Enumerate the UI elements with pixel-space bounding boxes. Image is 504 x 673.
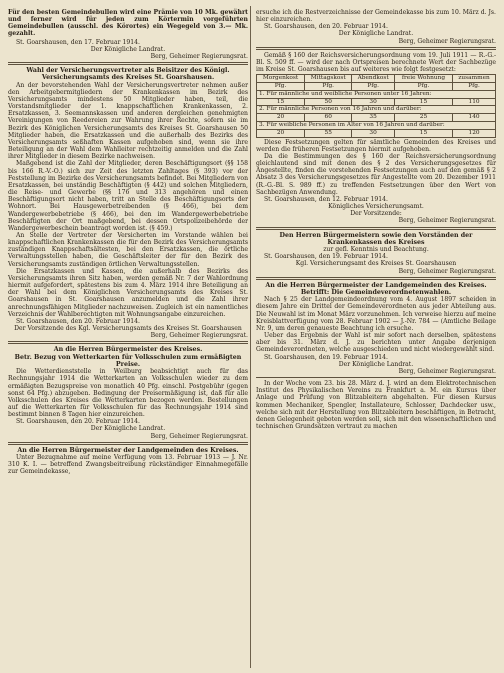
dateline: St. Goarshausen, den 20. Februar 1914. — [16, 418, 140, 426]
table-cell: 20 — [257, 129, 305, 137]
table-header-cell: freie Wohnung — [394, 75, 452, 83]
table-row — [257, 98, 496, 106]
paragraph: Maßgebend ist die Zahl der Mitglieder, deren Beschäftigungsort (§§ 158 bis 166 R.-V.-O.) sich zur Zeit des letzten Zahltages (§ 393) vor der Feststellung im Bezirke des Versicherungsamts befindet. Bei Mitgliedern von Ersatzkassen, bei unständig Beschäftigten (§ 442) und solchen Mitgliedern, die Reise- und Gewerbe (§§ 176 und 313 angehören und einen Beschäftigungsort nicht haben, tritt an Stelle des Beschäftigungsorts der Wohnort. Bei Hausgewerbetreibenden (§ 466), bei dem Wandergewerbebetriebe (§ 466), bei den im Wandergewerbebetriebe Beschäftigten der Ort maßgebend, bei dessen Ortspolizeibehörde der Wandergewerbeschein beantragt worden ist. (§ 459.) — [8, 160, 248, 232]
dateline: St. Goarshausen, den 19. Februar 1914. — [264, 353, 388, 361]
table-cell: 55 — [305, 129, 352, 137]
table-cell: 20 — [257, 114, 305, 122]
paragraph: Diese Festsetzungen gelten für sämtliche Gemeinden des Kreises und werden die früheren Festsetzungen hiermit aufgehoben. — [256, 138, 496, 153]
office: Der Königliche Landrat. — [338, 360, 414, 368]
section-divider — [256, 47, 496, 50]
office: Der Vorsitzende des Kgl. Versicherungsamts des Kreises St. Goarshausen — [14, 325, 242, 332]
table-cell: 30 — [352, 129, 394, 137]
table-row — [257, 129, 496, 137]
section-divider — [256, 277, 496, 280]
dateline: St. Goarshausen, den 20. Februar 1914. — [264, 23, 388, 31]
table-unit-cell: Pfg. — [352, 83, 394, 91]
table-cell: 30 — [352, 98, 394, 106]
section-subheading: Betr. Bezug von Wetterkarten für Volksschulen zum ermäßigten Preise. — [14, 353, 242, 368]
paragraph: Gemäß § 160 der Reichsversicherungsordnung vom 19. Juli 1911 — R.-G.-Bl. S. 509 ff. — wird der nach Ortspreisen berechnete Wert der Sachbezüge im Kreise St. Goarshausen bis auf weiteres wie folgt festgesetzt: — [256, 51, 496, 74]
table-header-cell: Mittagskost — [305, 75, 352, 83]
section-divider — [8, 62, 248, 65]
table-header-row — [257, 75, 496, 83]
table-cell: 15 — [257, 98, 305, 106]
office: Königliches Versicherungsamt. — [328, 203, 424, 211]
signature: Berg, Geheimer Regierungsrat. — [150, 52, 248, 60]
office: Der Königliche Landrat. — [338, 30, 414, 38]
table-group-label: 1. Für männliche und weibliche Personen unter 16 Jahren: — [257, 90, 496, 98]
table-header-cell: Morgenkost — [257, 75, 305, 83]
table-group-label: 3. Für weibliche Personen im Alter von 16 Jahren und darüber: — [257, 122, 496, 130]
signature: Berg, Geheimer Regierungsrat. — [150, 332, 248, 340]
column-divider — [250, 6, 251, 668]
section-divider — [8, 442, 248, 445]
bull-premium-notice: Für den besten Gemeindebullen wird eine Prämie von 10 Mk. gewährt und ferner wird für jeden zum Körtermin vorgeführten Gemeindebullen (ausschl. des Körortes) ein Wegegeld von 3.— Mk. gezahlt. — [8, 9, 248, 38]
section-divider — [256, 227, 496, 230]
table-cell: 15 — [394, 129, 452, 137]
office: Der Königliche Landrat. — [90, 45, 166, 53]
table-cell: 120 — [453, 129, 496, 137]
section-heading-weather-maps: An die Herren Bürgermeister des Kreises. — [53, 346, 203, 354]
table-header-cell: zusammen — [453, 75, 496, 83]
table-unit-cell: Pfg. — [394, 83, 452, 91]
table-cell: 25 — [394, 114, 452, 122]
signature: Berg, Geheimer Regierungsrat. — [398, 367, 496, 375]
paragraph: Die Ersatzkassen und Kassen, die außerhalb des Bezirks des Versicherungsamts ihren Sitz haben, werden gemäß Nr. 7 der Wahlordnung hiermit aufgefordert, spätestens bis zum 4. März 1914 ihre Beteiligung an der Wahl bei dem Königlichen Versicherungsamts des Kreises St. Goarshausen in St. Goarshausen anzumelden und die Zahl ihrer anrechnungsfähigen Mitglieder nachzuweisen. Zugleich ist ein namentliches Verzeichnis der Wahlberechtigten mit Wohnungsangabe einzureichen. — [8, 267, 248, 318]
paragraph: ersuche ich die Restverzeichnisse der Gemeindekasse bis zum 10. März d. Js. hier einzureichen. — [256, 9, 496, 24]
paragraph: Da die Bestimmungen des § 160 der Reichsversicherungsordnung gleichlautend sind mit denen des § 2 des Versicherungsgesetzes für Angestellte, finden die vorstehenden Festsetzungen auch auf den gemäß § 2 Absatz 3 des Versicherungsgesetzes für Angestellte vom 20. Dezember 1911 (R.-G.-Bl. S. 989 ff.) zu treffenden Festsetzungen über den Wert von Sachbezügen Anwendung. — [256, 152, 496, 196]
dateline: St. Goarshausen, den 19. Februar 1914. — [264, 253, 388, 261]
table-group-row — [257, 90, 496, 98]
section-divider — [256, 377, 496, 378]
paragraph: An Stelle der Vertreter der Versicherten im Vorstande wählen bei knappschaftlichen Krankenkassen die für den Bezirk des Versicherungsamts zuständigen Knappschaftsältesten, bei den Ersatzkassen, die örtliche Verwaltungsstellen haben, die Geschäftsleiter der für den Bezirk des Versicherungsamts zuständigen örtlichen Verwaltungsstellen. — [8, 231, 248, 268]
paragraph: Nach § 25 der Landgemeindeordnung vom 4. August 1897 scheiden in diesem Jahre ein Drittel der Gemeindeverordneten aus jeder Abteilung aus. Die Neuwahl ist im Monat März vorzunehmen. Ich verweise hierzu auf meine Kreisblattverfügung vom 28. Februar 1902 — J.-Nr. 784 — (Amtliche Beilage Nr. 9, um deren genaueste Beachtung ich ersuche. — [256, 296, 496, 332]
table-unit-cell: Pfg. — [257, 83, 305, 91]
dateline: St. Goarshausen, den 20. Februar 1914. — [16, 317, 140, 325]
section-divider — [8, 341, 248, 344]
table-cell: 110 — [453, 98, 496, 106]
paragraph: In der Woche vom 23. bis 28. März d. J. wird an dem Elektrotechnischen Institut des Physikalischen Vereins zu Frankfurt a. M. ein Kursus über Anlage und Prüfung von Blitzableitern abgehalten. Für diesen Kursus kommen Mechaniker, Spengler, Installateure, Schlosser, Dachdecker usw., welche sich mit der Herstellung von Blitzableitern beschäftigen, in Betracht, denen Gelegenheit geboten werden soll, sich mit den wissenschaftlichen und technischen Grundsätzen vertraut zu machen — [256, 380, 496, 430]
right-column — [256, 9, 496, 430]
section-heading-insurance-election: Wahl der Versicherungsvertreter als Beisitzer des Königl. Versicherungsamts des Kreises St. Goarshausen. — [26, 67, 230, 82]
left-column — [8, 9, 248, 476]
dateline: St. Goarshausen, den 12. Februar 1914. — [264, 195, 388, 203]
table-unit-cell: Pfg. — [305, 83, 352, 91]
signature: Berg, Geheimer Regierungsrat. — [398, 267, 496, 275]
paragraph: Die Wetterdienststelle in Weilburg beabsichtigt auch für das Rechnungsjahr 1914 die Wetterkarten an Volksschulen wieder zu dem ermäßigten Bezugspreise von monatlich 40 Pfg. einschl. Postgebühr (gegen sonst 64 Pfg.) abzugeben. Bedingung der Preisermäßigung ist, daß für alle Volksschulen des Kreises die Wetterkarten bezogen werden. Bestellungen auf die Wetterkarten für Volksschulen für das Rechnungsjahr 1914 sind bestimmt binnen 8 Tagen hier einzureichen. — [8, 368, 248, 419]
signature: Berg, Geheimer Regierungsrat. — [398, 217, 496, 225]
table-unit-cell: Pfg. — [453, 83, 496, 91]
section-heading-health-insurance: Den Herren Bürgermeistern sowie den Vorständen der Krankenkassen des Kreises — [279, 231, 473, 246]
office: Kgl. Versicherungsamt des Kreises St. Goarshausen — [295, 260, 457, 268]
table-group-row — [257, 122, 496, 130]
table-cell: 50 — [305, 98, 352, 106]
table-row — [257, 114, 496, 122]
table-cell: 35 — [352, 114, 394, 122]
table-group-label: 2. Für männliche Personen von 16 Jahren und darüber: — [257, 106, 496, 114]
in-kind-benefits-table — [256, 74, 496, 137]
paragraph: Unter Bezugnahme auf meine Verfügung vom 13. Februar 1913 — J. Nr. 310 K. I. — betreffend Zwangsbeitreibung rückständiger Einnahmegefälle zur Gemeindekasse, — [8, 454, 248, 476]
section-subheading: zur gefl. Kenntnis und Beachtung. — [323, 246, 429, 254]
section-heading-mayors: An die Herren Bürgermeister der Landgemeinden des Kreises. — [17, 446, 239, 454]
table-unit-row — [257, 83, 496, 91]
section-subheading: Betrifft: Die Gemeindeverordnetenwahlen. — [300, 289, 452, 297]
dateline: St. Goarshausen, den 17. Februar 1914. — [16, 38, 140, 46]
table-cell: 140 — [453, 114, 496, 122]
table-header-cell: Abendkost — [352, 75, 394, 83]
office: Der Vorsitzende: — [350, 210, 402, 218]
paragraph: Ueber das Ergebnis der Wahl ist mir sofort nach derselben, spätestens aber bis 31. März d. J. zu berichten unter Angabe derjenigen Gemeindeverordneten, welche ausgeschieden und nicht wiedergewählt sind. — [256, 332, 496, 354]
office: Der Königliche Landrat. — [90, 425, 166, 433]
table-cell: 60 — [305, 114, 352, 122]
table-group-row — [257, 106, 496, 114]
signature: Berg, Geheimer Regierungsrat. — [398, 37, 496, 45]
signature: Berg, Geheimer Regierungsrat. — [150, 432, 248, 440]
section-heading-municipal-elections: An die Herren Bürgermeister der Landgemeinden des Kreises. — [265, 281, 487, 289]
table-cell: 15 — [394, 98, 452, 106]
paragraph: An der bevorstehenden Wahl der Versicherungsvertreter nehmen außer den Arbeitgebermitgliedern der Krankenkassen im Bezirk des Versicherungsamts mindestens 50 Mitglieder haben, teil, die Vorstandsmitglieder der 1. knappschaftlichen Krankenkassen, 2. Ersatzkassen, 3. Seemannskassen und anderen dergleichen genehmigten Vereinigungen von Reedereien zur Wahrung ihrer Rechte, sofern sie im Bezirk des Königlichen Versicherungsamts des Kreises St. Goarshausen 50 Mitglieder haben, die Ersatzkassen und die außerhalb des Bezirks des Versicherungsamts seßhaften Kassen aufgehoben sind, wenn sie ihre Beteiligung an der Wahl dem Wahlleiter rechtzeitig anmelden und die Zahl ihrer Mitglieder in diesem Bezirke nachweisen. — [8, 81, 248, 161]
